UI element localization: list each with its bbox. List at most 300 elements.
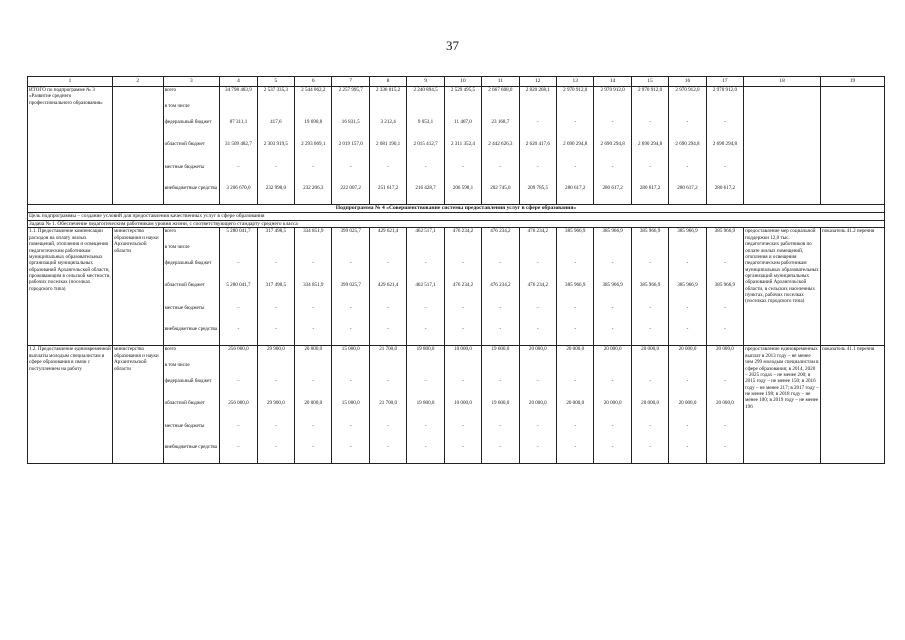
amount-cell: - <box>312 260 315 267</box>
amount-cell: 2 293 069,1 <box>301 141 326 147</box>
amount-cell: - <box>536 305 539 312</box>
amount-cell: 15 000,0 <box>341 346 360 353</box>
year-amount-column <box>669 346 706 464</box>
amount-cell: 16 831,5 <box>341 119 360 125</box>
page-number: 37 <box>446 38 459 53</box>
amount-cell: - <box>536 164 539 170</box>
funding-source-label: областной бюджет <box>164 141 205 147</box>
amount-cell: - <box>424 260 427 267</box>
funding-source-column <box>163 228 220 346</box>
amount-cell: 11 467,0 <box>454 119 472 125</box>
year-amount-column <box>407 228 444 346</box>
year-amount-column <box>220 346 257 464</box>
amount-cell: - <box>724 378 726 385</box>
amount-cell: 462 517,1 <box>415 228 436 235</box>
amount-cell: - <box>574 164 577 170</box>
amount-cell: - <box>312 444 315 451</box>
funding-source-label: местные бюджеты <box>164 423 205 430</box>
amount-cell: - <box>611 164 614 170</box>
column-number: 2 <box>112 77 163 87</box>
activity-block <box>28 228 885 346</box>
amount-cell: 2 303 919,5 <box>263 141 288 147</box>
amount-cell: - <box>611 260 614 267</box>
amount-cell <box>483 244 517 260</box>
funding-source-label: федеральный бюджет <box>164 260 212 267</box>
amount-cell: - <box>237 326 240 333</box>
amount-cell: 2 529 495,5 <box>450 87 476 93</box>
amount-cell: 385 966,9 <box>639 228 661 235</box>
amount-cell: - <box>275 260 277 267</box>
year-amount-column <box>407 87 444 205</box>
amount-cell <box>633 362 667 378</box>
amount-cell: 19 800,0 <box>416 400 435 407</box>
amount-cell: - <box>462 305 464 312</box>
amount-cell: 29 900,0 <box>266 346 285 353</box>
amount-cell: 334 851,9 <box>303 228 324 235</box>
funding-source-label: внебюджетные средства <box>164 185 217 191</box>
amount-cell: - <box>424 378 427 385</box>
year-amount-column <box>332 346 369 464</box>
amount-cell: - <box>237 260 240 267</box>
amount-cell: - <box>686 164 689 170</box>
amount-cell: 19 600,0 <box>491 400 510 407</box>
amount-cell: 417,6 <box>270 119 282 125</box>
funding-source-label: всего <box>164 87 177 93</box>
amount-cell: 429 621,4 <box>377 228 399 235</box>
amount-cell: - <box>574 378 577 385</box>
amount-cell: - <box>275 423 277 430</box>
task-title: Задача № 1. Обеспечение педагогическим работникам уровня жизни, с соответствующего стандарту среднего класса <box>28 220 885 228</box>
amount-cell: - <box>275 326 277 333</box>
amount-cell: 3 206 670,0 <box>226 185 251 191</box>
result-cell <box>744 87 821 205</box>
amount-cell: 317 498,5 <box>265 282 287 289</box>
amount-cell: 385 966,9 <box>714 282 736 289</box>
amount-cell: - <box>724 423 726 430</box>
amount-cell: - <box>499 423 502 430</box>
amount-cell <box>708 362 742 378</box>
year-amount-column <box>332 87 369 205</box>
amount-cell <box>558 362 592 378</box>
year-amount-column <box>482 87 519 205</box>
funding-source-label: в том числе <box>164 362 190 369</box>
subprogram-goal: Цель подпрограммы – создание условий для предоставления качественных услуг в сфере образования <box>28 212 885 220</box>
amount-cell <box>595 362 629 378</box>
amount-cell <box>446 103 480 119</box>
amount-cell: - <box>462 326 464 333</box>
amount-cell <box>408 244 442 260</box>
amount-cell: 2 019 157,0 <box>338 141 363 147</box>
amount-cell <box>558 103 592 119</box>
amount-cell: 20 000,0 <box>528 346 547 353</box>
amount-cell: 202 745,0 <box>490 185 511 191</box>
amount-cell: 462 517,1 <box>415 282 436 289</box>
amount-cell: 20 000,0 <box>641 346 659 353</box>
funding-source-label: всего <box>164 228 177 235</box>
column-number: 1 <box>28 77 113 87</box>
year-amount-column <box>594 228 631 346</box>
year-amount-column <box>295 346 332 464</box>
header-row <box>28 77 885 87</box>
amount-cell <box>446 362 480 378</box>
amount-cell: - <box>424 423 427 430</box>
column-number: 17 <box>706 77 743 87</box>
amount-cell: - <box>312 326 315 333</box>
year-amount-column <box>369 346 406 464</box>
amount-cell <box>333 244 367 260</box>
amount-cell: - <box>387 305 389 312</box>
amount-cell: - <box>611 423 614 430</box>
amount-cell: 280 617,2 <box>677 185 698 191</box>
year-amount-column <box>706 346 743 464</box>
amount-cell: 20 000,0 <box>304 346 323 353</box>
amount-cell: - <box>724 305 726 312</box>
year-amount-column <box>220 87 257 205</box>
year-amount-column <box>631 228 668 346</box>
amount-cell: - <box>536 326 539 333</box>
amount-cell: - <box>649 119 651 125</box>
amount-cell: 385 966,9 <box>565 228 586 235</box>
amount-cell: - <box>649 260 651 267</box>
funding-source-label: в том числе <box>164 244 190 251</box>
amount-cell: - <box>499 164 502 170</box>
amount-cell: 3 212,4 <box>380 119 396 125</box>
subprogram-3-total-block <box>28 87 885 205</box>
amount-cell: - <box>686 326 689 333</box>
amount-cell: - <box>649 164 651 170</box>
column-number: 13 <box>557 77 594 87</box>
amount-cell: 2 667 608,0 <box>488 87 513 93</box>
amount-cell: - <box>611 119 614 125</box>
amount-cell: - <box>499 326 502 333</box>
amount-cell: - <box>237 164 240 170</box>
amount-cell: 476 234,2 <box>527 282 548 289</box>
amount-cell <box>521 103 555 119</box>
amount-cell: - <box>499 378 502 385</box>
amount-cell <box>221 362 255 378</box>
amount-cell <box>296 244 330 260</box>
year-amount-column <box>706 87 743 205</box>
amount-cell: 476 234,2 <box>490 282 511 289</box>
amount-cell: - <box>462 260 464 267</box>
column-number: 8 <box>369 77 406 87</box>
amount-cell: - <box>275 444 277 451</box>
column-number: 18 <box>744 77 821 87</box>
amount-cell <box>670 103 704 119</box>
amount-cell: 2 620 417,6 <box>525 141 550 147</box>
amount-cell: 9 053,1 <box>417 119 434 125</box>
column-number: 14 <box>594 77 631 87</box>
amount-cell: 20 000,0 <box>678 400 697 407</box>
amount-cell <box>595 103 629 119</box>
amount-cell: - <box>574 305 577 312</box>
amount-cell: - <box>237 423 240 430</box>
year-amount-column <box>519 87 556 205</box>
amount-cell: 34 798 483,9 <box>225 87 252 93</box>
amount-cell: - <box>611 444 614 451</box>
amount-cell: - <box>462 423 464 430</box>
program-table <box>27 76 885 464</box>
funding-source-column <box>163 346 220 464</box>
amount-cell: - <box>574 444 577 451</box>
amount-cell: 256 000,0 <box>228 400 249 407</box>
amount-cell: 2 970 912,0 <box>712 87 738 93</box>
year-amount-column <box>444 228 481 346</box>
amount-cell <box>446 244 480 260</box>
amount-cell: - <box>686 423 689 430</box>
year-amount-column <box>444 346 481 464</box>
column-number: 5 <box>257 77 294 87</box>
year-amount-column <box>257 228 294 346</box>
amount-cell: 280 617,2 <box>565 185 586 191</box>
funding-source-label: в том числе <box>164 103 190 109</box>
year-amount-column <box>594 346 631 464</box>
year-amount-column <box>369 87 406 205</box>
amount-cell <box>521 244 555 260</box>
year-amount-column <box>706 228 743 346</box>
amount-cell: - <box>387 164 389 170</box>
year-amount-column <box>557 87 594 205</box>
amount-cell: 256 000,0 <box>228 346 249 353</box>
year-amount-column <box>594 87 631 205</box>
amount-cell: 2 690 294,8 <box>600 141 625 147</box>
amount-cell: - <box>387 423 389 430</box>
amount-cell: 20 000,0 <box>716 346 734 353</box>
subprogram-4-title-row <box>28 205 885 213</box>
amount-cell: 2 442 626,3 <box>488 141 513 147</box>
amount-cell: - <box>387 444 389 451</box>
year-amount-column <box>369 228 406 346</box>
amount-cell: 20 000,0 <box>528 400 547 407</box>
amount-cell: - <box>424 164 427 170</box>
amount-cell: - <box>349 260 352 267</box>
amount-cell: 2 336 015,2 <box>376 87 401 93</box>
subprogram-4-title: Подпрограмма № 4 «Совершенствование системы предоставления услуг в сфере образования» <box>28 205 885 213</box>
amount-cell: 251 617,2 <box>377 185 399 191</box>
amount-cell: 476 234,2 <box>490 228 511 235</box>
funding-source-label: областной бюджет <box>164 400 205 407</box>
amount-cell: - <box>686 378 689 385</box>
column-number: 9 <box>407 77 444 87</box>
amount-cell: - <box>686 305 689 312</box>
amount-cell: - <box>574 423 577 430</box>
amount-cell <box>633 103 667 119</box>
result-cell: предоставление единовременных выплат в 2013 году – не менее чем 299 молодым специалистам в сфере образования; в 2014, 2020 – 2025 годах – не менее 200; в 2015 году – не менее 150; в 2016 году – не менее 217; в 2017 году – не менее 198; в 2018 году – не менее 100; в 2019 году – не менее 196 <box>744 346 821 464</box>
amount-cell <box>521 362 555 378</box>
amount-cell <box>408 362 442 378</box>
amount-cell: - <box>349 444 352 451</box>
amount-cell: - <box>499 260 502 267</box>
year-amount-column <box>557 346 594 464</box>
amount-cell: 317 498,5 <box>265 228 287 235</box>
funding-source-label: федеральный бюджет <box>164 119 212 125</box>
amount-cell: 20 000,0 <box>566 400 585 407</box>
year-amount-column <box>407 346 444 464</box>
column-number: 12 <box>519 77 556 87</box>
amount-cell: 20 000,0 <box>716 400 734 407</box>
amount-cell: - <box>574 119 577 125</box>
amount-cell <box>221 103 255 119</box>
amount-cell: - <box>536 423 539 430</box>
year-amount-column <box>669 228 706 346</box>
column-number: 19 <box>821 77 885 87</box>
amount-cell: 5 280 041,7 <box>226 228 251 235</box>
amount-cell: - <box>312 423 315 430</box>
amount-cell: 280 617,2 <box>602 185 623 191</box>
amount-cell <box>408 103 442 119</box>
amount-cell: 15 000,0 <box>341 400 360 407</box>
amount-cell: - <box>611 326 614 333</box>
column-number: 15 <box>631 77 668 87</box>
amount-cell: - <box>499 444 502 451</box>
amount-cell: - <box>686 444 689 451</box>
year-amount-column <box>295 87 332 205</box>
amount-cell <box>259 103 293 119</box>
amount-cell: 2 690 294,8 <box>637 141 663 147</box>
amount-cell: 232 206,3 <box>303 185 324 191</box>
year-amount-column <box>519 346 556 464</box>
amount-cell <box>259 362 293 378</box>
amount-cell: - <box>686 119 689 125</box>
task-title-row <box>28 220 885 228</box>
amount-cell: 280 617,2 <box>714 185 736 191</box>
amount-cell: 429 621,4 <box>377 282 399 289</box>
column-number: 16 <box>669 77 706 87</box>
activity-block <box>28 346 885 464</box>
activity-name: 1.1. Предоставление компенсации расходов на оплату жилых помещений, отопления и освещения педагогическим работникам муниципальных образовательных организаций муниципальных образований Архангельской области, проживающим в сельской местности, рабочих поселках (поселках городского типа) <box>28 228 113 346</box>
executor-cell <box>112 87 163 205</box>
amount-cell: 334 851,9 <box>303 282 324 289</box>
amount-cell: - <box>649 326 651 333</box>
amount-cell <box>259 244 293 260</box>
indicator-cell: показатель 41.2 перечня <box>821 228 885 346</box>
amount-cell: - <box>536 260 539 267</box>
amount-cell: - <box>462 444 464 451</box>
year-amount-column <box>257 87 294 205</box>
amount-cell: - <box>649 444 651 451</box>
column-number: 3 <box>163 77 220 87</box>
amount-cell: - <box>462 164 464 170</box>
amount-cell: 2 537 335,3 <box>263 87 288 93</box>
amount-cell: - <box>686 260 689 267</box>
amount-cell: - <box>462 378 464 385</box>
year-amount-column <box>631 346 668 464</box>
result-cell: предоставление мер социальной поддержки 12,0 тыс. педагогических работников по оплате жилых помещений, отопления и освещения педагогическим работникам муниципальных образовательных организаций муниципальных образований Архангельской области, в сельских населенных пунктах, рабочих поселках (поселках городского типа) <box>744 228 821 346</box>
amount-cell <box>670 244 704 260</box>
funding-source-label: местные бюджеты <box>164 164 205 170</box>
amount-cell: - <box>387 378 389 385</box>
amount-cell <box>708 103 742 119</box>
amount-cell: 2 544 062,2 <box>301 87 326 93</box>
amount-cell: - <box>349 305 352 312</box>
amount-cell: - <box>499 305 502 312</box>
amount-cell: 2 970 912,0 <box>675 87 700 93</box>
amount-cell: 2 970 912,0 <box>563 87 588 93</box>
amount-cell: - <box>724 164 726 170</box>
amount-cell: - <box>349 164 352 170</box>
amount-cell: 385 966,9 <box>714 228 736 235</box>
funding-source-label: внебюджетные средства <box>164 444 217 451</box>
amount-cell: 20 000,0 <box>566 346 585 353</box>
amount-cell: 23 168,7 <box>491 119 510 125</box>
amount-cell: - <box>724 444 726 451</box>
activity-name: 1.2. Предоставление единовременной выплаты молодым специалистам в сфере образования в связи с поступлением на работу <box>28 346 113 464</box>
amount-cell: 385 966,9 <box>602 282 623 289</box>
amount-cell: 385 966,9 <box>677 228 698 235</box>
funding-source-label: внебюджетные средства <box>164 326 217 333</box>
amount-cell: 19 600,0 <box>491 346 510 353</box>
amount-cell: - <box>649 378 651 385</box>
funding-source-label: областной бюджет <box>164 282 205 289</box>
amount-cell: - <box>424 444 427 451</box>
year-amount-column <box>332 228 369 346</box>
amount-cell <box>483 103 517 119</box>
year-amount-column <box>444 87 481 205</box>
amount-cell: 10 000,0 <box>454 346 472 353</box>
amount-cell: - <box>237 378 240 385</box>
amount-cell: 399 025,7 <box>340 282 361 289</box>
amount-cell: - <box>312 378 315 385</box>
amount-cell: - <box>387 260 389 267</box>
amount-cell: 20 000,0 <box>304 400 323 407</box>
amount-cell: - <box>387 326 389 333</box>
amount-cell <box>670 362 704 378</box>
amount-cell: 31 509 482,7 <box>225 141 252 147</box>
subprogram-total-name: ИТОГО по подпрограмме № 3 «Развитие среднего профессионального образования» <box>28 87 113 205</box>
executor-cell: министерство образования и науки Архангельской области <box>112 228 163 346</box>
amount-cell: - <box>237 305 240 312</box>
amount-cell: - <box>649 305 651 312</box>
column-number: 7 <box>332 77 369 87</box>
amount-cell: - <box>312 164 315 170</box>
amount-cell: 206 598,1 <box>452 185 474 191</box>
amount-cell: - <box>611 378 614 385</box>
amount-cell: 5 280 041,7 <box>226 282 251 289</box>
amount-cell: 2 690 294,8 <box>712 141 738 147</box>
amount-cell <box>483 362 517 378</box>
amount-cell: 476 234,2 <box>452 228 474 235</box>
funding-source-label: федеральный бюджет <box>164 378 212 385</box>
amount-cell: 385 966,9 <box>639 282 661 289</box>
amount-cell: - <box>237 444 240 451</box>
amount-cell <box>708 244 742 260</box>
year-amount-column <box>669 87 706 205</box>
amount-cell: - <box>349 423 352 430</box>
amount-cell: - <box>724 119 726 125</box>
column-number: 4 <box>220 77 257 87</box>
amount-cell: 385 966,9 <box>602 228 623 235</box>
amount-cell: 2 820 268,1 <box>525 87 550 93</box>
indicator-cell <box>821 87 885 205</box>
executor-cell: министерство образования и науки Архангельской области <box>112 346 163 464</box>
subprogram-goal-row <box>28 212 885 220</box>
amount-cell: - <box>574 260 577 267</box>
amount-cell: 21 700,0 <box>379 346 398 353</box>
column-number: 10 <box>444 77 481 87</box>
funding-source-label: всего <box>164 346 177 353</box>
amount-cell: 20 000,0 <box>603 400 622 407</box>
amount-cell: 476 234,2 <box>527 228 548 235</box>
amount-cell: 209 785,5 <box>527 185 548 191</box>
amount-cell: 20 000,0 <box>641 400 659 407</box>
amount-cell <box>333 103 367 119</box>
amount-cell: 87 311,1 <box>229 119 248 125</box>
amount-cell: 2 257 995,7 <box>338 87 363 93</box>
year-amount-column <box>482 228 519 346</box>
amount-cell: - <box>536 119 539 125</box>
amount-cell: 2 690 294,8 <box>675 141 700 147</box>
amount-cell: - <box>312 305 315 312</box>
